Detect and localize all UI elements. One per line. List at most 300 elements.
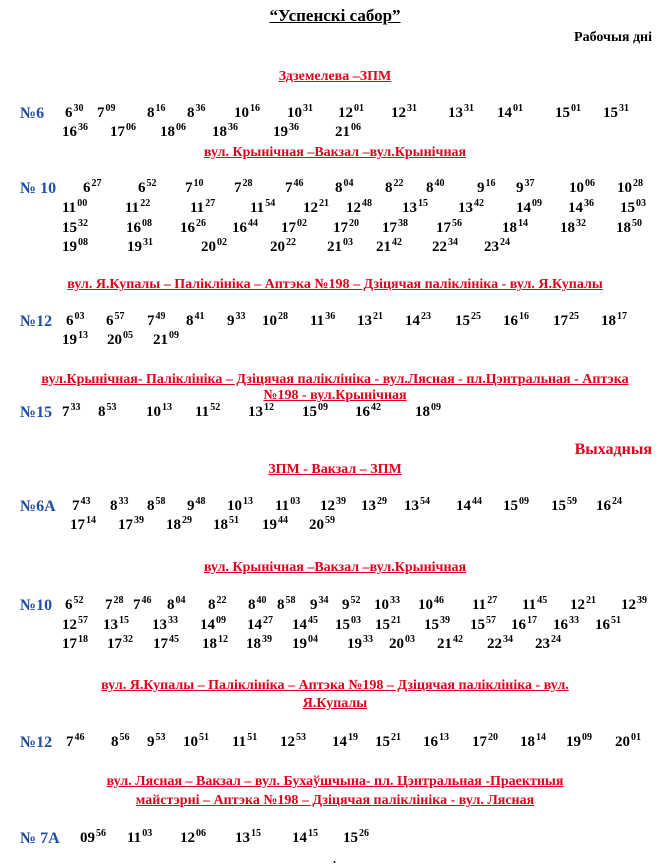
departure-hour: 23 <box>484 239 499 255</box>
departure-time <box>347 636 373 653</box>
departure-hour: 7 <box>147 313 155 329</box>
departure-time <box>118 517 144 534</box>
departure-time <box>126 220 152 237</box>
departure-minutes: 09 <box>216 615 226 626</box>
departure-time <box>146 404 172 421</box>
departure-minutes: 12 <box>218 634 228 645</box>
departure-minutes: 13 <box>78 330 88 341</box>
departure-hour: 9 <box>342 597 350 613</box>
departure-time <box>103 617 129 634</box>
route-number-w15: №15 <box>20 404 53 421</box>
departure-hour: 14 <box>292 830 307 846</box>
departure-time <box>65 597 84 614</box>
departure-time <box>503 313 529 330</box>
departure-hour: 12 <box>346 200 361 216</box>
departure-minutes: 27 <box>205 198 216 209</box>
departure-minutes: 52 <box>146 178 157 189</box>
departure-minutes: 09 <box>431 402 441 413</box>
departure-time <box>338 105 364 122</box>
departure-minutes: 46 <box>434 595 444 606</box>
departure-time <box>346 200 372 217</box>
departure-minutes: 33 <box>390 595 400 606</box>
departure-minutes: 45 <box>169 634 179 645</box>
departure-hour: 13 <box>361 498 376 514</box>
departure-time <box>107 636 133 653</box>
departure-minutes: 50 <box>632 218 642 229</box>
departure-minutes: 01 <box>354 103 364 114</box>
departure-minutes: 15 <box>308 828 318 839</box>
departure-hour: 10 <box>617 180 632 196</box>
departure-time <box>202 636 228 653</box>
departure-hour: 16 <box>596 498 611 514</box>
departure-hour: 6 <box>66 313 74 329</box>
departure-minutes: 14 <box>86 515 96 526</box>
departure-hour: 11 <box>232 734 247 750</box>
departure-hour: 10 <box>234 105 249 121</box>
departure-time <box>497 105 523 122</box>
departure-hour: 21 <box>335 124 350 140</box>
departure-time <box>503 498 529 515</box>
departure-minutes: 09 <box>318 402 328 413</box>
route-number-w6: №6 <box>20 105 45 122</box>
route-number-h10: №10 <box>20 597 53 614</box>
departure-minutes: 16 <box>485 178 496 189</box>
departure-minutes: 04 <box>175 595 186 606</box>
departure-hour: 8 <box>98 404 106 420</box>
departure-minutes: 28 <box>633 178 643 189</box>
departure-hour: 13 <box>248 404 263 420</box>
departure-time <box>248 597 267 614</box>
departure-hour: 8 <box>426 180 434 196</box>
departure-hour: 17 <box>281 220 296 236</box>
departure-hour: 18 <box>160 124 175 140</box>
departure-minutes: 51 <box>229 515 239 526</box>
departure-minutes: 14 <box>536 732 546 743</box>
departure-time <box>208 597 227 614</box>
departure-time <box>375 617 401 634</box>
departure-minutes: 03 <box>290 496 301 507</box>
departure-time <box>516 200 542 217</box>
departure-minutes: 46 <box>74 732 85 743</box>
departure-minutes: 33 <box>118 496 129 507</box>
departure-hour: 18 <box>202 636 217 652</box>
departure-hour: 11 <box>62 200 77 216</box>
departure-minutes: 54 <box>420 496 430 507</box>
departure-time <box>98 404 117 421</box>
departure-minutes: 25 <box>471 311 481 322</box>
departure-hour: 18 <box>246 636 261 652</box>
departure-hour: 13 <box>103 617 118 633</box>
departure-hour: 18 <box>213 517 228 533</box>
departure-hour: 7 <box>285 180 293 196</box>
departure-minutes: 09 <box>105 103 116 114</box>
departure-hour: 8 <box>385 180 393 196</box>
departure-minutes: 32 <box>78 218 88 229</box>
departure-minutes: 19 <box>348 732 358 743</box>
departure-hour: 6 <box>106 313 114 329</box>
departure-hour: 21 <box>153 332 168 348</box>
departure-time <box>246 636 272 653</box>
departure-time <box>342 597 361 614</box>
departure-time <box>477 180 496 197</box>
departure-minutes: 01 <box>571 103 581 114</box>
departure-minutes: 24 <box>612 496 622 507</box>
departure-time <box>426 180 445 197</box>
route-number-w10: № 10 <box>20 180 57 197</box>
departure-hour: 16 <box>553 617 568 633</box>
departure-minutes: 03 <box>74 311 85 322</box>
departure-minutes: 26 <box>196 218 206 229</box>
departure-hour: 12 <box>280 734 295 750</box>
departure-time <box>292 636 318 653</box>
departure-time <box>235 830 261 847</box>
departure-time <box>250 200 275 217</box>
departure-time <box>180 830 206 847</box>
departure-hour: 10 <box>183 734 198 750</box>
departure-time <box>201 239 227 256</box>
departure-time <box>555 105 581 122</box>
departure-minutes: 31 <box>303 103 313 114</box>
departure-minutes: 04 <box>343 178 354 189</box>
departure-time <box>310 597 329 614</box>
departure-hour: 13 <box>448 105 463 121</box>
departure-time <box>520 734 546 751</box>
departure-time <box>187 105 206 122</box>
departure-time <box>616 220 642 237</box>
departure-time <box>97 105 116 122</box>
departure-hour: 17 <box>62 636 77 652</box>
departure-minutes: 02 <box>217 237 227 248</box>
departure-hour: 17 <box>110 124 125 140</box>
departure-hour: 18 <box>616 220 631 236</box>
route-title-h12-line1: вул. Я.Купалы – Паліклініка – Аптэка №198 – Дзіцячая паліклініка - вул. <box>101 678 569 693</box>
departure-minutes: 31 <box>464 103 474 114</box>
departure-minutes: 15 <box>251 828 261 839</box>
departure-hour: 15 <box>551 498 566 514</box>
departure-time <box>376 239 402 256</box>
departure-time <box>213 517 239 534</box>
departure-time <box>275 498 300 515</box>
departure-time <box>292 617 318 634</box>
departure-minutes: 53 <box>106 402 117 413</box>
departure-minutes: 32 <box>123 634 133 645</box>
departure-minutes: 40 <box>434 178 445 189</box>
departure-time <box>310 313 335 330</box>
departure-hour: 8 <box>147 105 155 121</box>
departure-time <box>333 220 359 237</box>
departure-time <box>248 404 274 421</box>
departure-hour: 20 <box>270 239 285 255</box>
departure-hour: 13 <box>152 617 167 633</box>
departure-minutes: 52 <box>73 595 84 606</box>
departure-time <box>335 617 361 634</box>
departure-hour: 16 <box>180 220 195 236</box>
departure-time <box>187 498 206 515</box>
departure-time <box>66 734 85 751</box>
departure-time <box>332 734 358 751</box>
departure-hour: 17 <box>107 636 122 652</box>
departure-minutes: 27 <box>487 595 498 606</box>
departure-time <box>127 830 152 847</box>
departure-minutes: 21 <box>391 732 401 743</box>
departure-time <box>167 597 186 614</box>
departure-time <box>247 617 273 634</box>
departure-time <box>227 313 246 330</box>
departure-minutes: 21 <box>373 311 383 322</box>
departure-minutes: 59 <box>567 496 577 507</box>
departure-time <box>212 124 238 141</box>
departure-time <box>484 239 510 256</box>
departure-time <box>415 404 441 421</box>
departure-time <box>70 517 96 534</box>
departure-time <box>127 239 153 256</box>
departure-time <box>502 220 528 237</box>
departure-minutes: 28 <box>113 595 124 606</box>
departure-hour: 11 <box>127 830 142 846</box>
departure-minutes: 03 <box>351 615 361 626</box>
departure-minutes: 58 <box>155 496 166 507</box>
departure-hour: 12 <box>338 105 353 121</box>
departure-hour: 13 <box>458 200 473 216</box>
departure-hour: 21 <box>327 239 342 255</box>
departure-minutes: 09 <box>582 732 592 743</box>
departure-hour: 16 <box>232 220 247 236</box>
departure-time <box>617 180 643 197</box>
departure-time <box>309 517 335 534</box>
departure-hour: 19 <box>292 636 307 652</box>
departure-hour: 11 <box>195 404 210 420</box>
departure-time <box>232 734 257 751</box>
departure-hour: 16 <box>423 734 438 750</box>
departure-minutes: 23 <box>421 311 431 322</box>
departure-minutes: 39 <box>262 634 272 645</box>
departure-hour: 20 <box>615 734 630 750</box>
departure-hour: 15 <box>470 617 485 633</box>
departure-minutes: 38 <box>398 218 408 229</box>
departure-hour: 17 <box>333 220 348 236</box>
departure-hour: 19 <box>347 636 362 652</box>
departure-minutes: 31 <box>619 103 629 114</box>
departure-hour: 11 <box>125 200 140 216</box>
departure-minutes: 37 <box>524 178 535 189</box>
departure-hour: 19 <box>262 517 277 533</box>
route-title-w10: вул. Крынічная –Вакзал –вул.Крынічная <box>203 145 467 160</box>
departure-hour: 17 <box>553 313 568 329</box>
departure-hour: 11 <box>310 313 325 329</box>
departure-time <box>511 617 537 634</box>
departure-time <box>601 313 627 330</box>
departure-hour: 8 <box>110 498 118 514</box>
departure-time <box>404 498 430 515</box>
departure-hour: 10 <box>569 180 584 196</box>
departure-hour: 15 <box>302 404 317 420</box>
departure-minutes: 06 <box>351 122 361 133</box>
departure-minutes: 40 <box>256 595 267 606</box>
footer-mark: . <box>333 852 336 866</box>
departure-hour: 10 <box>374 597 389 613</box>
departure-time <box>472 734 498 751</box>
departure-minutes: 21 <box>319 198 329 209</box>
departure-hour: 15 <box>555 105 570 121</box>
departure-hour: 9 <box>477 180 485 196</box>
departure-hour: 12 <box>180 830 195 846</box>
departure-time <box>110 124 136 141</box>
departure-minutes: 16 <box>155 103 166 114</box>
departure-time <box>62 617 88 634</box>
weekend-label: Выхадныя <box>574 441 652 458</box>
departure-hour: 8 <box>186 313 194 329</box>
departure-hour: 9 <box>147 734 155 750</box>
departure-minutes: 32 <box>576 218 586 229</box>
departure-hour: 7 <box>185 180 193 196</box>
departure-hour: 18 <box>601 313 616 329</box>
page-title: “Успенскі сабор” <box>269 6 401 25</box>
departure-hour: 11 <box>250 200 265 216</box>
departure-hour: 17 <box>118 517 133 533</box>
departure-minutes: 13 <box>243 496 253 507</box>
departure-time <box>456 498 482 515</box>
departure-hour: 6 <box>138 180 146 196</box>
departure-time <box>133 597 152 614</box>
departure-minutes: 27 <box>91 178 102 189</box>
departure-time <box>472 597 497 614</box>
departure-minutes: 28 <box>278 311 288 322</box>
departure-time <box>292 830 318 847</box>
departure-minutes: 45 <box>537 595 548 606</box>
departure-minutes: 22 <box>393 178 404 189</box>
departure-minutes: 56 <box>96 828 106 839</box>
departure-hour: 9 <box>310 597 318 613</box>
departure-minutes: 58 <box>285 595 296 606</box>
departure-time <box>183 734 209 751</box>
departure-minutes: 01 <box>513 103 523 114</box>
departure-minutes: 00 <box>77 198 88 209</box>
departure-hour: 17 <box>70 517 85 533</box>
departure-hour: 16 <box>511 617 526 633</box>
departure-hour: 14 <box>568 200 583 216</box>
departure-time <box>458 200 484 217</box>
departure-time <box>138 180 157 197</box>
departure-minutes: 39 <box>440 615 450 626</box>
departure-minutes: 49 <box>155 311 166 322</box>
departure-time <box>470 617 496 634</box>
departure-minutes: 16 <box>519 311 529 322</box>
departure-hour: 9 <box>516 180 524 196</box>
departure-minutes: 44 <box>278 515 288 526</box>
departure-minutes: 52 <box>210 402 221 413</box>
departure-minutes: 51 <box>247 732 258 743</box>
departure-hour: 10 <box>146 404 161 420</box>
departure-minutes: 06 <box>196 828 206 839</box>
departure-minutes: 57 <box>78 615 88 626</box>
departure-minutes: 25 <box>569 311 579 322</box>
departure-minutes: 44 <box>248 218 258 229</box>
departure-minutes: 39 <box>336 496 346 507</box>
departure-minutes: 56 <box>452 218 462 229</box>
departure-minutes: 08 <box>142 218 152 229</box>
departure-minutes: 39 <box>637 595 647 606</box>
departure-time <box>186 313 205 330</box>
departure-time <box>287 105 313 122</box>
route-number-h6a: №6А <box>20 498 56 515</box>
departure-minutes: 33 <box>235 311 246 322</box>
departure-time <box>418 597 444 614</box>
departure-hour: 7 <box>105 597 113 613</box>
departure-hour: 20 <box>201 239 216 255</box>
departure-time <box>560 220 586 237</box>
departure-minutes: 42 <box>371 402 381 413</box>
departure-hour: 10 <box>262 313 277 329</box>
departure-minutes: 09 <box>169 330 179 341</box>
departure-minutes: 22 <box>286 237 296 248</box>
departure-minutes: 21 <box>391 615 401 626</box>
departure-time <box>615 734 641 751</box>
departure-hour: 15 <box>503 498 518 514</box>
route-number-h7a: № 7А <box>20 830 60 847</box>
departure-minutes: 36 <box>195 103 206 114</box>
departure-hour: 8 <box>187 105 195 121</box>
departure-time <box>280 734 306 751</box>
departure-hour: 16 <box>355 404 370 420</box>
departure-time <box>166 517 192 534</box>
departure-hour: 13 <box>402 200 417 216</box>
route-title-h12-line2: Я.Купалы <box>302 696 368 711</box>
departure-hour: 12 <box>62 617 77 633</box>
departure-time <box>105 597 124 614</box>
departure-time <box>620 200 646 217</box>
departure-time <box>535 636 561 653</box>
departure-hour: 18 <box>415 404 430 420</box>
departure-hour: 18 <box>560 220 575 236</box>
departure-hour: 14 <box>497 105 512 121</box>
departure-minutes: 52 <box>350 595 361 606</box>
departure-minutes: 20 <box>349 218 359 229</box>
departure-time <box>423 734 449 751</box>
route-title-h7a-line2: майстэрні – Аптэка №198 – Дзіцячая паліклініка - вул. Лясная <box>135 793 535 808</box>
departure-time <box>65 105 84 122</box>
departure-minutes: 31 <box>143 237 153 248</box>
departure-hour: 23 <box>535 636 550 652</box>
departure-hour: 15 <box>620 200 635 216</box>
departure-time <box>361 498 387 515</box>
departure-hour: 10 <box>418 597 433 613</box>
departure-time <box>227 498 253 515</box>
departure-hour: 12 <box>391 105 406 121</box>
departure-time <box>110 498 129 515</box>
departure-time <box>270 239 296 256</box>
departure-time <box>455 313 481 330</box>
departure-minutes: 31 <box>407 103 417 114</box>
departure-time <box>106 313 125 330</box>
departure-minutes: 53 <box>296 732 306 743</box>
departure-minutes: 36 <box>228 122 238 133</box>
departure-hour: 6 <box>83 180 91 196</box>
departure-hour: 8 <box>111 734 119 750</box>
departure-minutes: 36 <box>289 122 299 133</box>
departure-time <box>62 220 88 237</box>
departure-minutes: 36 <box>78 122 88 133</box>
departure-time <box>487 636 513 653</box>
departure-time <box>385 180 404 197</box>
departure-hour: 19 <box>62 239 77 255</box>
departure-hour: 22 <box>432 239 447 255</box>
departure-hour: 14 <box>200 617 215 633</box>
departure-hour: 9 <box>227 313 235 329</box>
departure-hour: 15 <box>603 105 618 121</box>
departure-time <box>262 517 288 534</box>
departure-time <box>621 597 647 614</box>
departure-time <box>147 498 166 515</box>
